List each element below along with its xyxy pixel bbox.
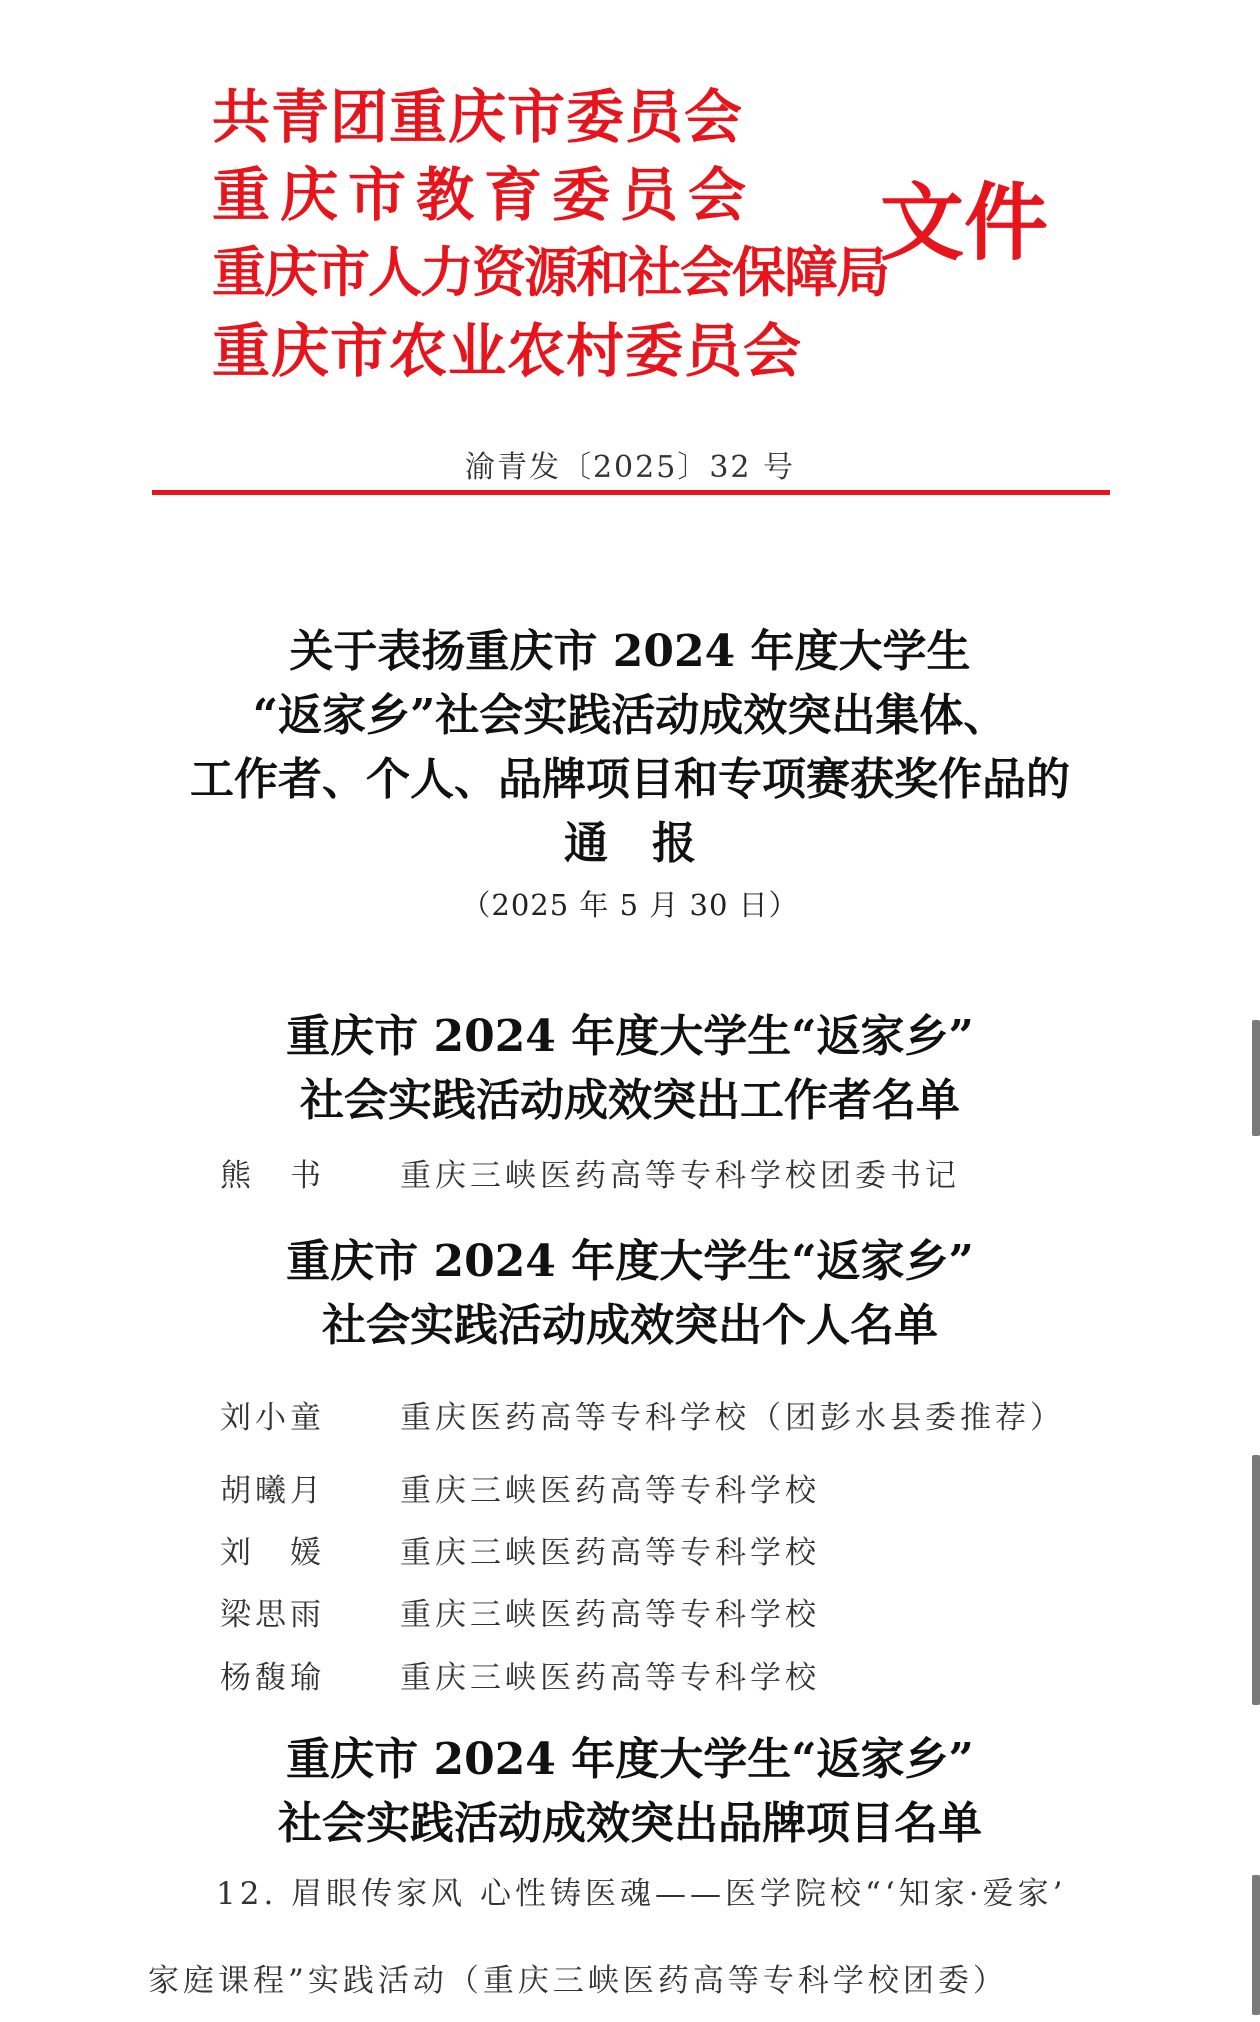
issuer-name: 重庆市教育委员会 (212, 161, 757, 229)
person-org: 重庆三峡医药高等专科学校 (400, 1660, 820, 1696)
person-name: 梁思雨 (220, 1597, 325, 1633)
project-item-line: 家庭课程”实践活动（重庆三峡医药高等专科学校团委） (148, 1963, 1008, 1999)
section-title-brand-projects: 重庆市 2024 年度大学生“返家乡” (286, 1734, 974, 1785)
notice-title-line: “返家乡”社会实践活动成效突出集体、 (252, 690, 1008, 741)
scrollbar-thumb[interactable] (1252, 1455, 1260, 1705)
issuer-name: 共青团重庆市委员会 (212, 83, 744, 151)
person-org: 重庆医药高等专科学校（团彭水县委推荐） (400, 1400, 1065, 1436)
section-title-individuals: 重庆市 2024 年度大学生“返家乡” (286, 1236, 974, 1287)
section-title-workers: 社会实践活动成效突出工作者名单 (300, 1075, 960, 1126)
notice-date: （2025 年 5 月 30 日） (461, 888, 799, 922)
notice-title-line: 通 报 (564, 818, 696, 869)
person-name: 熊 书 (220, 1158, 325, 1194)
person-name: 杨馥瑜 (220, 1660, 325, 1696)
scrollbar-thumb[interactable] (1252, 1020, 1260, 1136)
red-divider (152, 490, 1110, 495)
notice-title-line: 关于表扬重庆市 2024 年度大学生 (289, 626, 971, 677)
issuer-name: 重庆市农业农村委员会 (212, 317, 803, 385)
section-title-brand-projects: 社会实践活动成效突出品牌项目名单 (278, 1798, 982, 1849)
person-name: 胡曦月 (220, 1473, 325, 1509)
issuer-block (212, 78, 888, 390)
person-name: 刘小童 (220, 1400, 325, 1436)
person-org: 重庆三峡医药高等专科学校 (400, 1597, 820, 1633)
person-org: 重庆三峡医药高等专科学校团委书记 (400, 1158, 960, 1194)
document-mark: 文件 (880, 174, 1049, 272)
issuer-name: 重庆市人力资源和社会保障局 (212, 241, 888, 304)
notice-title-block (0, 620, 1260, 930)
person-name: 刘 媛 (220, 1535, 325, 1571)
document-number: 渝青发〔2025〕32 号 (464, 450, 796, 485)
notice-title-line: 工作者、个人、品牌项目和专项赛获奖作品的 (190, 754, 1070, 805)
person-org: 重庆三峡医药高等专科学校 (400, 1535, 820, 1571)
project-item-line: 12. 眉眼传家风 心性铸医魂——医学院校“‘知家·爱家’ (216, 1876, 1067, 1912)
section-title-workers: 重庆市 2024 年度大学生“返家乡” (286, 1011, 974, 1062)
section-title-individuals: 社会实践活动成效突出个人名单 (322, 1300, 938, 1351)
person-org: 重庆三峡医药高等专科学校 (400, 1473, 820, 1509)
scrollbar-thumb[interactable] (1252, 1875, 1260, 2015)
